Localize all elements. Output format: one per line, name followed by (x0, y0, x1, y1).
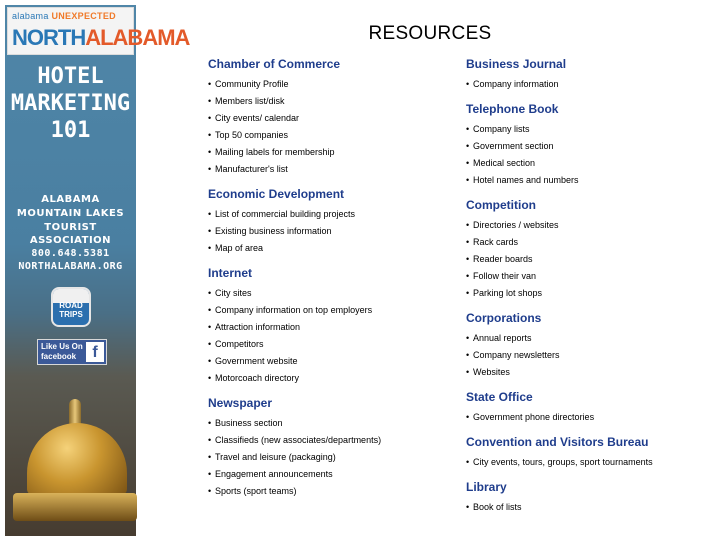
section-heading: Internet (208, 266, 253, 280)
list-item (466, 499, 716, 516)
bullet-icon: • (466, 141, 470, 151)
bullet-icon: • (466, 175, 470, 185)
list-item (466, 330, 716, 347)
bullet-icon: • (466, 158, 470, 168)
list-item (208, 353, 458, 370)
list-item (466, 409, 716, 426)
list-item-text: Follow their van (473, 271, 537, 281)
left-resource-column (208, 56, 458, 500)
logo-north-text: NORTH (12, 25, 86, 50)
facebook-text: facebook (41, 352, 77, 361)
logo-small-text: alabama (12, 11, 49, 21)
section-business-journal (466, 56, 716, 93)
section-heading: Business Journal (466, 57, 567, 71)
list-item-text: Members list/disk (215, 96, 285, 106)
section-heading: Competition (466, 198, 536, 212)
resource-list (466, 330, 716, 381)
banner-website[interactable]: NORTHALABAMA.ORG (18, 261, 123, 272)
facebook-like-text: Like Us On (41, 342, 83, 351)
bullet-icon: • (208, 486, 212, 496)
section-heading: Library (466, 480, 507, 494)
list-item-text: City sites (215, 288, 252, 298)
list-item (466, 121, 716, 138)
bullet-icon: • (466, 271, 470, 281)
bullet-icon: • (466, 412, 470, 422)
list-item-text: Reader boards (473, 254, 533, 264)
bullet-icon: • (208, 305, 212, 315)
bullet-icon: • (466, 367, 470, 377)
list-item (208, 144, 458, 161)
bullet-icon: • (466, 220, 470, 230)
bullet-icon: • (208, 209, 212, 219)
facebook-like-button[interactable] (37, 339, 107, 365)
section-heading: Newspaper (208, 396, 273, 410)
list-item-text: Rack cards (473, 237, 519, 247)
bullet-icon: • (466, 288, 470, 298)
bullet-icon: • (208, 113, 212, 123)
list-item-text: Business section (215, 418, 283, 428)
list-item-text: Manufacturer's list (215, 164, 288, 174)
road-trips-label: ROAD TRIPS (59, 301, 83, 319)
section-heading: State Office (466, 390, 533, 404)
list-item (466, 268, 716, 285)
section-chamber-of-commerce (208, 56, 458, 178)
section-competition (466, 197, 716, 302)
bullet-icon: • (466, 350, 470, 360)
list-item-text: Sports (sport teams) (215, 486, 297, 496)
banner-title-line-1: HOTEL (37, 64, 104, 89)
list-item-text: Directories / websites (473, 220, 559, 230)
list-item (208, 93, 458, 110)
list-item-text: Government section (473, 141, 554, 151)
list-item (208, 240, 458, 257)
list-item (466, 347, 716, 364)
list-item (466, 155, 716, 172)
bullet-icon: • (466, 502, 470, 512)
list-item (208, 285, 458, 302)
resource-list (466, 121, 716, 189)
page-title: RESOURCES (368, 23, 492, 44)
list-item (466, 138, 716, 155)
list-item-text: List of commercial building projects (215, 209, 356, 219)
section-heading: Economic Development (208, 187, 345, 201)
list-item (208, 161, 458, 178)
list-item (208, 415, 458, 432)
list-item (466, 285, 716, 302)
list-item (466, 364, 716, 381)
section-convention-and-visitors-bureau (466, 434, 716, 471)
resource-list (208, 76, 458, 178)
list-item-text: Book of lists (473, 502, 522, 512)
logo-unexpected-text: UNEXPECTED (51, 11, 116, 21)
resource-list (466, 217, 716, 302)
section-heading: Corporations (466, 311, 542, 325)
section-library (466, 479, 716, 516)
list-item-text: Existing business information (215, 226, 332, 236)
list-item-text: Company lists (473, 124, 530, 134)
list-item (208, 432, 458, 449)
bullet-icon: • (208, 435, 212, 445)
list-item (466, 234, 716, 251)
list-item-text: Map of area (215, 243, 264, 253)
right-resource-column (466, 56, 716, 516)
list-item-text: Company information (473, 79, 559, 89)
bullet-icon: • (208, 339, 212, 349)
section-heading: Telephone Book (466, 102, 559, 116)
resource-list (466, 76, 716, 93)
association-line-3: TOURIST ASSOCIATION (29, 222, 112, 246)
resource-list (208, 206, 458, 257)
bullet-icon: • (208, 96, 212, 106)
section-heading: Chamber of Commerce (208, 57, 341, 71)
list-item-text: Attraction information (215, 322, 301, 332)
list-item (208, 466, 458, 483)
section-state-office (466, 389, 716, 426)
list-item (208, 110, 458, 127)
list-item-text: Engagement announcements (215, 469, 333, 479)
list-item-text: Company information on top employers (215, 305, 373, 315)
list-item-text: Annual reports (473, 333, 532, 343)
association-line-2: MOUNTAIN LAKES (16, 208, 125, 219)
bullet-icon: • (208, 322, 212, 332)
logo-alabama-text: ALABAMA (85, 25, 190, 50)
section-economic-development (208, 186, 458, 257)
bullet-icon: • (208, 79, 212, 89)
list-item-text: Websites (473, 367, 510, 377)
list-item-text: Classifieds (new associates/departments) (215, 435, 382, 445)
road-trips-icon[interactable] (51, 287, 91, 327)
section-internet (208, 265, 458, 387)
resource-list (466, 454, 716, 471)
list-item (208, 223, 458, 240)
bullet-icon: • (466, 124, 470, 134)
north-alabama-logo (7, 7, 190, 55)
bullet-icon: • (466, 237, 470, 247)
list-item (466, 76, 716, 93)
resource-list (208, 285, 458, 387)
list-item (208, 127, 458, 144)
list-item-text: Hotel names and numbers (473, 175, 579, 185)
list-item (208, 336, 458, 353)
bullet-icon: • (466, 333, 470, 343)
list-item-text: Competitors (215, 339, 264, 349)
bullet-icon: • (208, 243, 212, 253)
bullet-icon: • (208, 147, 212, 157)
hotel-bell-base (13, 493, 137, 521)
list-item-text: Mailing labels for membership (215, 147, 335, 157)
bullet-icon: • (208, 452, 212, 462)
list-item (466, 454, 716, 471)
list-item-text: Government phone directories (473, 412, 595, 422)
banner-title-line-3: 101 (50, 118, 91, 143)
resource-list (466, 499, 716, 516)
north-alabama-ad-banner[interactable] (5, 5, 190, 536)
bullet-icon: • (208, 164, 212, 174)
list-item (208, 319, 458, 336)
association-line-1: ALABAMA (41, 194, 100, 205)
list-item-text: Company newsletters (473, 350, 560, 360)
list-item-text: Top 50 companies (215, 130, 289, 140)
resource-list (466, 409, 716, 426)
section-telephone-book (466, 101, 716, 189)
list-item (466, 172, 716, 189)
section-newspaper (208, 395, 458, 500)
bullet-icon: • (208, 469, 212, 479)
bullet-icon: • (208, 288, 212, 298)
bullet-icon: • (466, 457, 470, 467)
hotel-bell-icon (27, 423, 127, 495)
list-item-text: City events/ calendar (215, 113, 300, 123)
hotel-bell-knob (69, 399, 81, 425)
banner-title-line-2: MARKETING (10, 91, 131, 116)
bullet-icon: • (208, 130, 212, 140)
list-item-text: City events, tours, groups, sport tournaments (473, 457, 653, 467)
list-item-text: Government website (215, 356, 298, 366)
bullet-icon: • (208, 418, 212, 428)
list-item (466, 217, 716, 234)
list-item-text: Parking lot shops (473, 288, 543, 298)
list-item-text: Community Profile (215, 79, 289, 89)
list-item (208, 449, 458, 466)
banner-phone: 800.648.5381 (31, 248, 110, 259)
list-item-text: Medical section (473, 158, 536, 168)
section-corporations (466, 310, 716, 381)
bullet-icon: • (208, 226, 212, 236)
list-item-text: Travel and leisure (packaging) (215, 452, 336, 462)
list-item-text: Motorcoach directory (215, 373, 300, 383)
resource-list (208, 415, 458, 500)
list-item (208, 302, 458, 319)
section-heading: Convention and Visitors Bureau (466, 435, 649, 449)
bullet-icon: • (208, 356, 212, 366)
bullet-icon: • (208, 373, 212, 383)
facebook-icon: f (86, 342, 104, 362)
list-item (208, 370, 458, 387)
list-item (208, 76, 458, 93)
bullet-icon: • (466, 254, 470, 264)
bullet-icon: • (466, 79, 470, 89)
list-item (466, 251, 716, 268)
list-item (208, 483, 458, 500)
list-item (208, 206, 458, 223)
